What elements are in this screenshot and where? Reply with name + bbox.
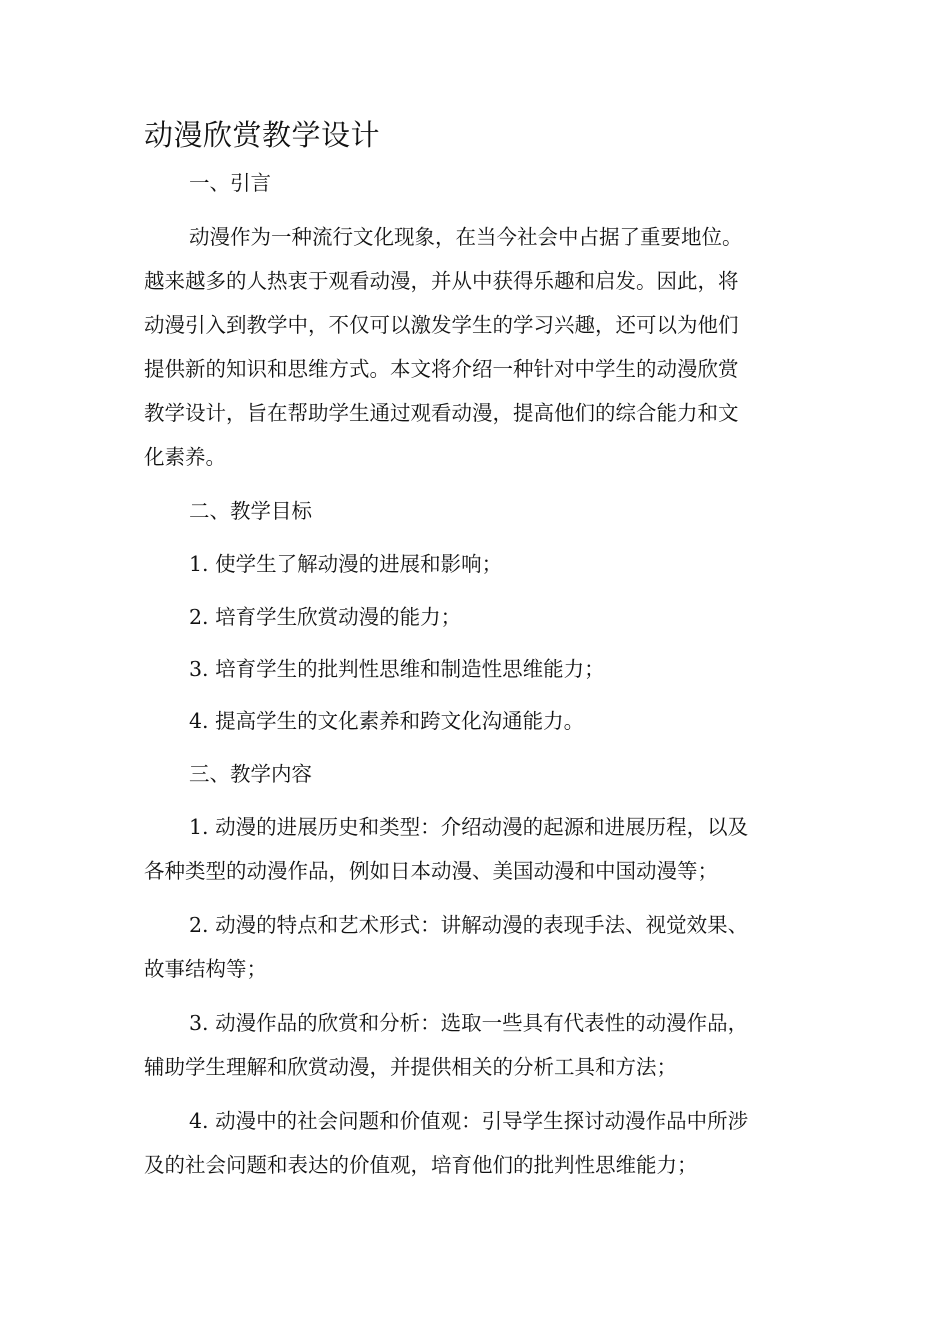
intro-line: 教学设计，旨在帮助学生通过观看动漫，提高他们的综合能力和文 xyxy=(144,401,739,425)
document-title: 动漫欣赏教学设计 xyxy=(144,118,381,152)
goals-heading: 二、教学目标 xyxy=(189,499,312,523)
goal-item: 1. 使学生了解动漫的进展和影响； xyxy=(189,552,503,576)
content-item-line: 2. 动漫的特点和艺术形式：讲解动漫的表现手法、视觉效果、 xyxy=(189,913,749,937)
content-item-line: 各种类型的动漫作品，例如日本动漫、美国动漫和中国动漫等； xyxy=(144,859,718,883)
content-item-line: 辅助学生理解和欣赏动漫，并提供相关的分析工具和方法； xyxy=(144,1055,677,1079)
content-item-line: 4. 动漫中的社会问题和价值观：引导学生探讨动漫作品中所涉 xyxy=(189,1109,749,1133)
intro-line: 化素养。 xyxy=(144,445,226,469)
goal-item: 2. 培育学生欣赏动漫的能力； xyxy=(189,605,462,629)
content-item-line: 1. 动漫的进展历史和类型：介绍动漫的起源和进展历程，以及 xyxy=(189,815,749,839)
intro-line: 动漫引入到教学中，不仅可以激发学生的学习兴趣，还可以为他们 xyxy=(144,313,739,337)
goal-item: 4. 提高学生的文化素养和跨文化沟通能力。 xyxy=(189,709,585,733)
goal-item: 3. 培育学生的批判性思维和制造性思维能力； xyxy=(189,657,605,681)
intro-line: 动漫作为一种流行文化现象，在当今社会中占据了重要地位。 xyxy=(189,225,743,249)
intro-heading: 一、引言 xyxy=(189,171,271,195)
content-item-line: 及的社会问题和表达的价值观，培育他们的批判性思维能力； xyxy=(144,1153,698,1177)
intro-line: 越来越多的人热衷于观看动漫，并从中获得乐趣和启发。因此，将 xyxy=(144,269,739,293)
content-item-line: 故事结构等； xyxy=(144,957,267,981)
content-item-line: 3. 动漫作品的欣赏和分析：选取一些具有代表性的动漫作品， xyxy=(189,1011,749,1035)
intro-line: 提供新的知识和思维方式。本文将介绍一种针对中学生的动漫欣赏 xyxy=(144,357,739,381)
content-heading: 三、教学内容 xyxy=(189,762,312,786)
